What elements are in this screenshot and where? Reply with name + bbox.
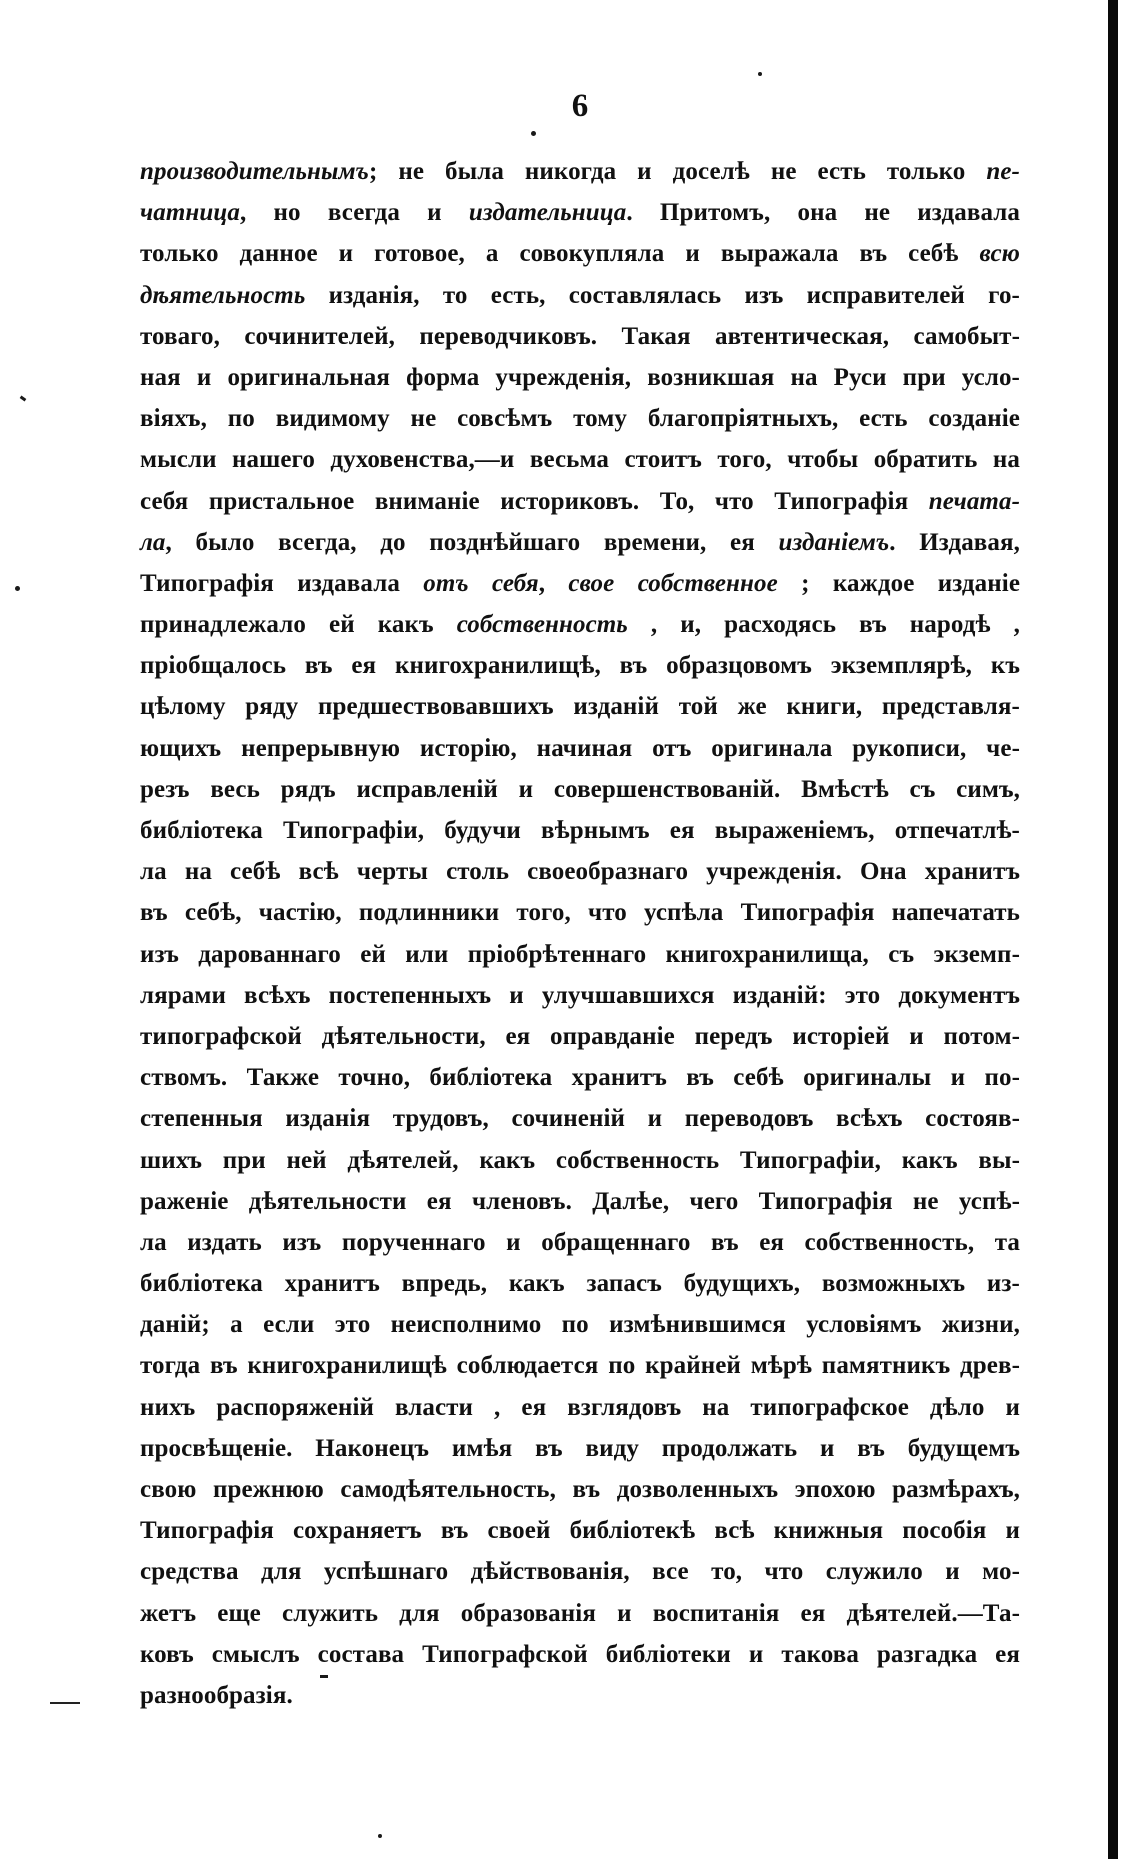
text-run: тогда въ книгохранилищѣ соблюдается по крайней мѣрѣ памятникъ древ-: [140, 1352, 1020, 1380]
text-line: [140, 975, 1020, 1016]
text-run: жетъ еще служить для образованія и воспитанія ея дѣятелей.—Та-: [140, 1599, 1020, 1627]
text-line: [140, 316, 1020, 357]
italic-run: изданіемъ: [778, 528, 890, 556]
scan-speck: [758, 72, 762, 76]
text-line: [140, 728, 1020, 769]
text-run: ющихъ непрерывную исторію, начиная отъ оригинала рукописи, че-: [140, 734, 1020, 762]
text-run: ковъ смыслъ состава Типографской библіотеки и такова разгадка ея: [140, 1640, 1020, 1668]
text-run: изъ дарованнаго ей или пріобрѣтеннаго книгохранилища, съ экземп-: [140, 940, 1020, 968]
text-run: ла издать изъ порученнаго и обращеннаго въ ея собственность, та: [140, 1228, 1020, 1256]
text-line: [140, 151, 1020, 192]
text-run: ; каждое изданіе: [777, 569, 1021, 597]
text-run: . Притомъ, она не издавала: [626, 199, 1020, 227]
text-line: [140, 604, 1020, 645]
text-run: цѣлому ряду предшествовавшихъ изданій той же книги, представля-: [140, 693, 1020, 721]
scan-speck: [20, 396, 27, 402]
text-run: свою прежнюю самодѣятельность, въ дозволенныхъ эпохою размѣрахъ,: [140, 1476, 1020, 1503]
text-run: библіотека хранитъ впредь, какъ запасъ будущихъ, возможныхъ из-: [140, 1270, 1020, 1298]
text-run: библіотека Типографіи, будучи вѣрнымъ ея выраженіемъ, отпечатлѣ-: [140, 817, 1020, 844]
text-run: просвѣщеніе. Наконецъ имѣя въ виду продолжать и въ будущемъ: [140, 1434, 1020, 1462]
text-line: [140, 398, 1020, 439]
italic-run: ла: [140, 528, 166, 556]
text-line: [140, 439, 1020, 480]
text-line: [140, 1181, 1020, 1222]
text-line: [140, 1016, 1020, 1057]
text-line: [140, 275, 1020, 316]
text-line: [140, 233, 1020, 274]
text-run: , было всегда, до позднѣйшаго времени, ея: [165, 528, 779, 556]
text-run: степенныя изданія трудовъ, сочиненій и переводовъ всѣхъ состояв-: [140, 1105, 1020, 1133]
text-line: [140, 1469, 1020, 1510]
text-line: [140, 1634, 1020, 1675]
text-run: даній; а если это неисполнимо по измѣнившимся условіямъ жизни,: [140, 1311, 1020, 1339]
text-line: [140, 686, 1020, 727]
text-run: мысли нашего духовенства,—и весьма стоитъ того, чтобы обратить на: [140, 446, 1020, 474]
scan-dash: [50, 1702, 80, 1704]
text-line: [140, 1675, 1020, 1716]
italic-run: всю: [979, 240, 1020, 268]
italic-run: собственность: [456, 611, 628, 639]
text-line: [140, 1510, 1020, 1551]
text-line: [140, 522, 1020, 563]
text-run: пріобщалось въ ея книгохранилищѣ, въ образцовомъ экземплярѣ, къ: [140, 652, 1020, 680]
text-run: себя пристальное вниманіе историковъ. То, что Типографія: [140, 487, 929, 515]
text-line: [140, 851, 1020, 892]
text-run: ная и оригинальная форма учрежденія, возникшая на Руси при усло-: [140, 363, 1020, 391]
text-run: ла на себѣ всѣ черты столь своеобразнаго учрежденія. Она хранитъ: [140, 858, 1020, 886]
scan-speck: [378, 1834, 382, 1838]
italic-run: пе-: [986, 158, 1020, 185]
text-run: принадлежало ей какъ: [140, 611, 457, 639]
italic-run: производительнымъ: [140, 158, 369, 185]
text-line: [140, 1304, 1020, 1345]
text-run: только данное и готовое, а совокупляла и выражала въ себѣ: [140, 240, 980, 268]
italic-run: отъ себя: [423, 569, 539, 597]
text-line: [140, 892, 1020, 933]
text-line: [140, 645, 1020, 686]
text-line: [140, 481, 1020, 522]
italic-run: печата-: [928, 487, 1020, 515]
page-number: 6: [571, 88, 589, 124]
italic-run: чатница: [140, 199, 240, 227]
text-run: резъ весь рядъ исправленій и совершенствованій. Вмѣстѣ съ симъ,: [140, 775, 1020, 803]
text-run: лярами всѣхъ постепенныхъ и улучшавшихся изданій: это документъ: [140, 981, 1020, 1009]
text-run: разнообразія.: [140, 1681, 293, 1709]
text-run: Типографія издавала: [140, 569, 424, 597]
text-line: [140, 1387, 1020, 1428]
text-line: [140, 1263, 1020, 1304]
text-run: ,: [538, 569, 569, 597]
text-run: . Издавая,: [889, 528, 1020, 556]
text-run: ствомъ. Также точно, библіотека хранитъ въ себѣ оригиналы и по-: [140, 1064, 1020, 1092]
scan-speck: [531, 131, 536, 136]
text-line: [140, 357, 1020, 398]
text-line: [140, 1140, 1020, 1181]
text-run: , но всегда и: [239, 199, 469, 227]
text-line: [140, 192, 1020, 233]
text-line: [140, 1098, 1020, 1139]
text-run: средства для успѣшнаго дѣйствованія, все то, что служило и мо-: [140, 1558, 1020, 1586]
text-run: нихъ распоряженій власти , ея взглядовъ на типографское дѣло и: [140, 1393, 1020, 1421]
text-run: ; не была никогда и доселѣ не есть только: [368, 158, 987, 185]
text-run: , и, расходясь въ народѣ ,: [627, 611, 1020, 639]
scan-edge-border: [1108, 0, 1118, 1859]
text-line: [140, 1057, 1020, 1098]
text-run: въ себѣ, частію, подлинники того, что успѣла Типографія напечатать: [140, 899, 1020, 927]
scan-speck: [15, 586, 20, 591]
italic-run: издательница: [468, 199, 627, 227]
italic-run: свое собственное: [568, 569, 778, 597]
text-line: [140, 810, 1020, 851]
text-run: раженіе дѣятельности ея членовъ. Далѣе, чего Типографія не успѣ-: [140, 1187, 1020, 1215]
text-run: віяхъ, по видимому не совсѣмъ тому благопріятныхъ, есть созданіе: [140, 405, 1020, 433]
text-line: [140, 1593, 1020, 1634]
text-line: [140, 1428, 1020, 1469]
text-run: шихъ при ней дѣятелей, какъ собственность Типографіи, какъ вы-: [140, 1146, 1020, 1174]
text-line: [140, 1551, 1020, 1592]
italic-run: дѣятельность: [140, 281, 306, 309]
text-run: изданія, то есть, составлялась изъ исправителей го-: [305, 281, 1020, 309]
text-run: типографской дѣятельности, ея оправданіе передъ исторіей и потом-: [140, 1022, 1020, 1050]
text-line: [140, 1345, 1020, 1386]
text-line: [140, 1222, 1020, 1263]
text-run: Типографія сохраняетъ въ своей библіотекѣ всѣ книжныя пособія и: [140, 1517, 1020, 1545]
text-line: [140, 769, 1020, 810]
body-paragraph: [140, 151, 1020, 1716]
text-line: [140, 563, 1020, 604]
text-line: [140, 934, 1020, 975]
text-run: товаго, сочинителей, переводчиковъ. Такая автентическая, самобыт-: [140, 322, 1020, 350]
